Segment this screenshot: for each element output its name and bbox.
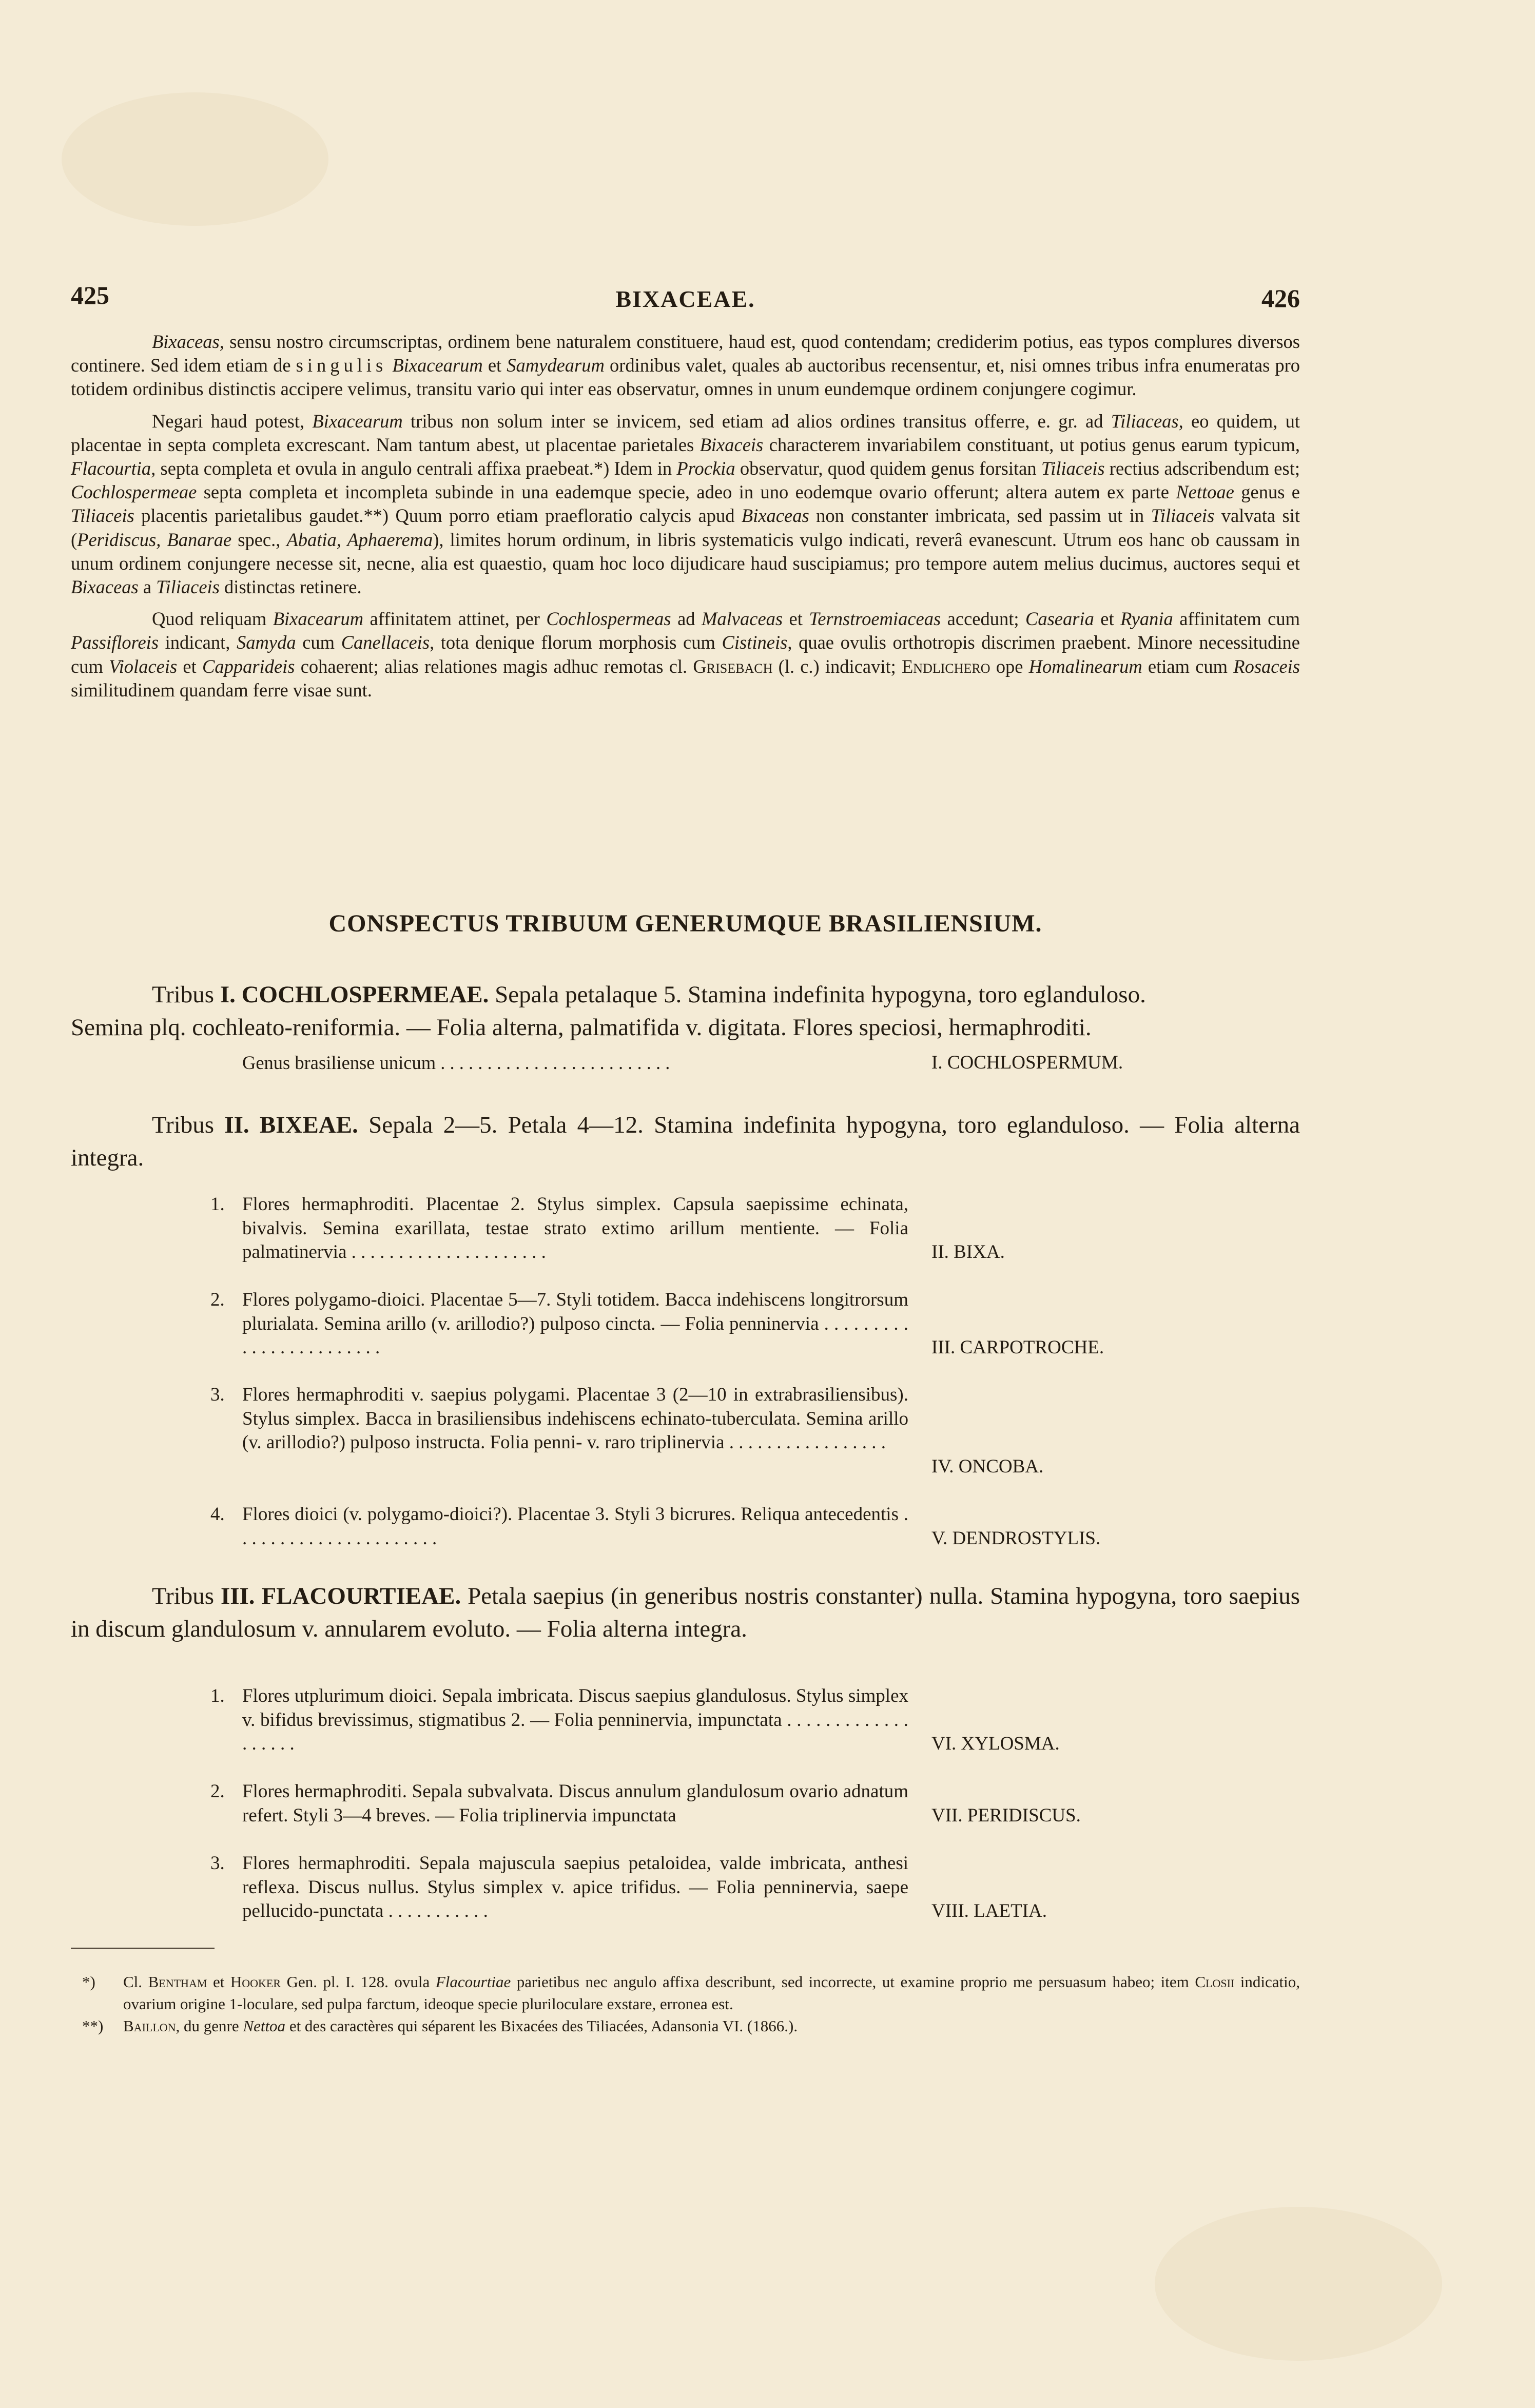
footnote-text: [123, 2017, 798, 2035]
key-text: Flores polygamo-dioici. Placentae 5—7. Styli totidem. Bacca indehiscens longitrorsum plurialata. Semina arillo (v. arillodio?) pulposo cincta. — Folia penninervia . . . . . . . . . . . . . . . . . . . . . . . .: [242, 1289, 908, 1358]
key-number: 1.: [210, 1685, 225, 1706]
author-name: Hooker: [230, 1973, 281, 1991]
tribus-label: Tribus: [152, 1112, 215, 1138]
genus-name: III. CARPOTROCHE.: [931, 1337, 1104, 1358]
text-run: Negari haud potest,: [152, 410, 313, 432]
text-run: et: [207, 1973, 230, 1991]
text-run: ad: [671, 608, 702, 630]
author-name: Bentham: [148, 1973, 207, 1991]
text-run: non constanter imbricata, sed passim ut in: [809, 505, 1151, 527]
tribus-numeral: II.: [224, 1112, 249, 1138]
text-run: et des caractères qui séparent les Bixacées des Tiliacées, Adansonia VI. (1866.).: [285, 2017, 798, 2035]
footnote-mark: **): [82, 2017, 104, 2035]
tribus-diagnosis: Sepala 2—5. Petala 4—12. Stamina indefinita hypogyna, toro eglanduloso. — Folia alterna integra.: [71, 1112, 1300, 1171]
text-run: tota denique florum morphosis cum: [434, 632, 722, 653]
leader-dots: . . . . . . . . . . . . . . . . . . . . . . . . .: [436, 1052, 670, 1073]
text-run: , du genre: [176, 2017, 243, 2035]
text-run: etiam cum: [1142, 655, 1234, 677]
tribus-label: Tribus: [152, 1583, 215, 1609]
text-run: cohaerent; alias relationes magis adhuc remotas cl.: [295, 655, 693, 677]
genus-name: V. DENDROSTYLIS.: [931, 1528, 1101, 1549]
italic-term: Malvaceas: [702, 608, 783, 630]
text-run: ordinibus valet, quales ab auctoribus recensentur, et, nisi omnes tribus infra enumeratas pro totidem ordinibus distinctis accipere velimus, transitu vario qui inter eas observatur, omnes in unum eundemque ordinem conjungere cogimur.: [71, 355, 1300, 400]
tribus-numeral: III.: [220, 1583, 255, 1609]
text-run: spec.,: [231, 529, 287, 550]
footnote-mark: *): [82, 1973, 95, 1991]
key-number: 2.: [210, 1289, 225, 1310]
text-run: et: [482, 355, 507, 376]
tribus-numeral: I.: [220, 981, 236, 1008]
text-run: characterem invariabilem constituant, ut potius genus earum typicum,: [763, 434, 1300, 455]
genus-name: VII. PERIDISCUS.: [931, 1805, 1081, 1826]
italic-term: Bixaceas,: [152, 331, 224, 352]
tribus-diagnosis: Sepala petalaque 5. Stamina indefinita hypogyna, toro eglanduloso.: [495, 981, 1146, 1008]
genus-text: Genus brasiliense unicum: [242, 1052, 436, 1073]
italic-term: Tiliaceis: [156, 576, 220, 598]
genus-name: IV. ONCOBA.: [931, 1456, 1044, 1477]
italic-term: Nettoa: [243, 2017, 286, 2035]
tribus-3: [71, 1580, 1300, 1645]
footnote-rule: [71, 1948, 215, 1949]
footnotes: [82, 1971, 1300, 2037]
text-run: genus e: [1234, 481, 1300, 503]
key-text: Flores hermaphroditi v. saepius polygami. Placentae 3 (2—10 in extrabrasiliensibus). Stylus simplex. Bacca in brasiliensibus indehiscens echinato-tuberculata. Semina arillo (v. arillodio?) pulposo instructa. Folia penni- v. raro triplinervia . . . . . . . . . . . . . . . . .: [242, 1384, 908, 1453]
italic-term: Bixaceas: [71, 576, 139, 598]
tribus-2: [71, 1109, 1300, 1174]
italic-term: Tiliaceis: [71, 505, 134, 527]
text-run: [387, 355, 392, 376]
key-item: [210, 1852, 908, 1924]
author-name: Baillon: [123, 2017, 176, 2035]
italic-term: Flacourtia,: [71, 458, 156, 479]
italic-term: Ternstroemiaceas: [809, 608, 941, 630]
text-run: distinctas retinere.: [219, 576, 362, 598]
genus-name: I. COCHLOSPERMUM.: [931, 1052, 1123, 1073]
text-run: et: [783, 608, 809, 630]
key-item: [210, 1684, 908, 1756]
text-run: tribus non solum inter se invicem, sed etiam ad alios ordines transitus offerre, e. gr. ad: [402, 410, 1111, 432]
italic-term: Bixaceas: [741, 505, 809, 527]
key-number: 2.: [210, 1781, 225, 1802]
text-run: sensu nostro circumscriptas, ordinem bene naturalem constituere, haud est, quod contendam; crediderim potius, eas typos complures diversos continere. Sed idem etiam de: [71, 331, 1300, 376]
text-run: quae ovulis orthotropis discrimen praebent. Minore necessitudine cum: [71, 632, 1300, 677]
tribus-label: Tribus: [152, 981, 215, 1008]
italic-term: Bixacearum: [273, 608, 364, 630]
italic-term: Prockia: [676, 458, 735, 479]
paragraph: [71, 607, 1300, 702]
paragraph: [71, 330, 1300, 401]
italic-term: Homalinearum: [1028, 655, 1142, 677]
italic-term: Rosaceis: [1233, 655, 1300, 677]
tribus-name: COCHLOSPERMEAE.: [241, 981, 489, 1008]
text-run: similitudinem quandam ferre visae sunt.: [71, 679, 372, 701]
paragraph: [71, 410, 1300, 599]
text-run: ), limites horum ordinum, in libris systematicis vulgo indicati, reverâ evanescunt. Utrum eos hanc ob caussam in unum ordinem conjungere necesse sit, necne, alia est quaestio, quam hoc loco dijudicare haud suscipiamus; pro tempore autem melius ducimus, auctores sequi et: [71, 529, 1300, 574]
key-number: 3.: [210, 1384, 225, 1405]
running-header: [71, 280, 1300, 316]
italic-term: Peridiscus, Banarae: [77, 529, 232, 550]
left-page-number: 425: [71, 281, 109, 309]
genus-name: II. BIXA.: [931, 1241, 1005, 1263]
key-text: Flores hermaphroditi. Sepala majuscula saepius petaloidea, valde imbricata, anthesi reflexa. Discus nullus. Stylus simplex v. apice trifidus. — Folia penninervia, saepe pellucido-punctata . . . . . . . . . . .: [242, 1853, 908, 1921]
text-run: et: [177, 655, 202, 677]
footnote-1: [82, 1971, 1300, 2015]
key-number: 4.: [210, 1504, 225, 1525]
paper-stain: [1155, 2207, 1442, 2361]
text-run: affinitatem cum: [1173, 608, 1300, 630]
author-name: Closii: [1195, 1973, 1235, 1991]
tribus-name: BIXEAE.: [259, 1112, 358, 1138]
spaced-term: singulis: [296, 355, 387, 376]
author-name: Endlichero: [902, 655, 990, 677]
text-run: indicant,: [159, 632, 237, 653]
key-number: 3.: [210, 1853, 225, 1874]
italic-term: Samydearum: [507, 355, 605, 376]
italic-term: Cochlospermeae: [71, 481, 197, 503]
italic-term: Nettoae: [1176, 481, 1234, 503]
key-text: Flores utplurimum dioici. Sepala imbricata. Discus saepius glandulosus. Stylus simplex v. bifidus brevissimus, stigmatibus 2. — Folia penninervia, impunctata . . . . . . . . . . . . . . . . . . .: [242, 1685, 908, 1754]
text-run: placentis parietalibus gaudet.**) Quum porro etiam praefloratio calycis apud: [134, 505, 742, 527]
tribus-1: [71, 978, 1300, 1044]
text-run: observatur, quod quidem genus forsitan: [735, 458, 1041, 479]
genus-name: VI. XYLOSMA.: [931, 1733, 1060, 1754]
text-run: septa completa et incompleta subinde in una eademque specie, adeo in uno eodemque ovario offerunt; altera autem ex parte: [197, 481, 1176, 503]
text-run: valvata sit (: [71, 505, 1300, 550]
italic-term: Tiliaceis: [1151, 505, 1215, 527]
key-text: Flores hermaphroditi. Sepala subvalvata. Discus annulum glandulosum ovario adnatum refert. Styli 3—4 breves. — Folia triplinervia impunctata: [242, 1781, 908, 1826]
tribus-name: FLACOURTIEAE.: [261, 1583, 461, 1609]
italic-term: Canellaceis,: [341, 632, 435, 653]
genus-name: VIII. LAETIA.: [931, 1900, 1047, 1921]
text-run: rectius adscribendum est;: [1104, 458, 1300, 479]
italic-term: Cistineis,: [722, 632, 792, 653]
italic-term: Samyda: [237, 632, 296, 653]
tribus-2-diagnosis: [71, 1109, 1300, 1174]
italic-term: Tiliaceis: [1041, 458, 1105, 479]
paper-stain: [62, 92, 328, 226]
text-run: septa completa et ovula in angulo centrali affixa praebeat.*) Idem in: [156, 458, 677, 479]
key-item: [210, 1288, 908, 1360]
author-name: Grisebach: [693, 655, 773, 677]
section-heading: CONSPECTUS TRIBUUM GENERUMQUE BRASILIENSIUM.: [328, 910, 1042, 937]
italic-term: Ryania: [1120, 608, 1173, 630]
italic-term: Cochlospermeas: [546, 608, 671, 630]
tribus-1-diagnosis-line1: [71, 978, 1300, 1011]
key-text: Flores dioici (v. polygamo-dioici?). Placentae 3. Styli 3 bicrures. Reliqua antecedentis . . . . . . . . . . . . . . . . . . . . . .: [242, 1504, 908, 1549]
intro-text: [71, 330, 1300, 710]
key-text: Flores hermaphroditi. Placentae 2. Stylus simplex. Capsula saepissime echinata, bivalvis. Semina exarillata, testae strato extimo arillum mentiente. — Folia palmatinervia . . . . . . . . . . . . . . . . . . . . .: [242, 1194, 908, 1263]
text-run: (l. c.) indicavit;: [772, 655, 902, 677]
tribus-1-diagnosis-line2: Semina plq. cochleato-reniformia. — Folia alterna, palmatifida v. digitata. Flores speciosi, hermaphroditi.: [71, 1014, 1092, 1041]
text-run: parietibus nec angulo affixa describunt, sed incorrecte, ut examine proprio me persuasum habeo; item: [511, 1973, 1195, 1991]
text-run: cum: [296, 632, 341, 653]
key-item: [210, 1383, 908, 1455]
key-item: [210, 1503, 908, 1550]
italic-term: Abatia, Aphaerema: [286, 529, 433, 550]
key-item: [210, 1780, 908, 1828]
key-item: [210, 1193, 908, 1265]
text-run: affinitatem attinet, per: [363, 608, 547, 630]
italic-term: Tiliaceas,: [1111, 410, 1183, 432]
tribus-3-diagnosis: [71, 1580, 1300, 1645]
text-run: accedunt;: [941, 608, 1025, 630]
right-page-number: 426: [1261, 284, 1300, 313]
tribus-diagnosis: Petala saepius (in generibus nostris constanter) nulla. Stamina hypogyna, toro saepius in discum glandulosum v. annularem evoluto. — Folia alterna integra.: [71, 1583, 1300, 1642]
text-run: ope: [990, 655, 1029, 677]
footnote-text: [123, 1973, 1300, 2013]
italic-term: Bixacearum: [312, 410, 403, 432]
text-run: a: [138, 576, 157, 598]
text-run: indicatio, ovarium origine 1-loculare, sed pulpa farctum, ideoque specie pluriloculare exstare, erronea est.: [123, 1973, 1300, 2013]
text-run: eo quidem, ut placentae in septa completa excrescant. Nam tantum abest, ut placentae parietales: [71, 410, 1300, 455]
italic-term: Capparideis: [202, 655, 295, 677]
key-number: 1.: [210, 1194, 225, 1215]
italic-term: Flacourtiae: [435, 1973, 511, 1991]
text-run: Cl.: [123, 1973, 148, 1991]
text-run: Quod reliquam: [152, 608, 273, 630]
text-run: et: [1094, 608, 1121, 630]
italic-term: Bixaceis: [700, 434, 764, 455]
italic-term: Violaceis: [109, 655, 178, 677]
footnote-2: [82, 2015, 1300, 2037]
text-run: Gen. pl. I. 128. ovula: [281, 1973, 436, 1991]
italic-term: Passifloreis: [71, 632, 159, 653]
italic-term: Casearia: [1025, 608, 1094, 630]
italic-term: Bixacearum: [392, 355, 483, 376]
running-title: BIXACEAE.: [615, 286, 755, 312]
